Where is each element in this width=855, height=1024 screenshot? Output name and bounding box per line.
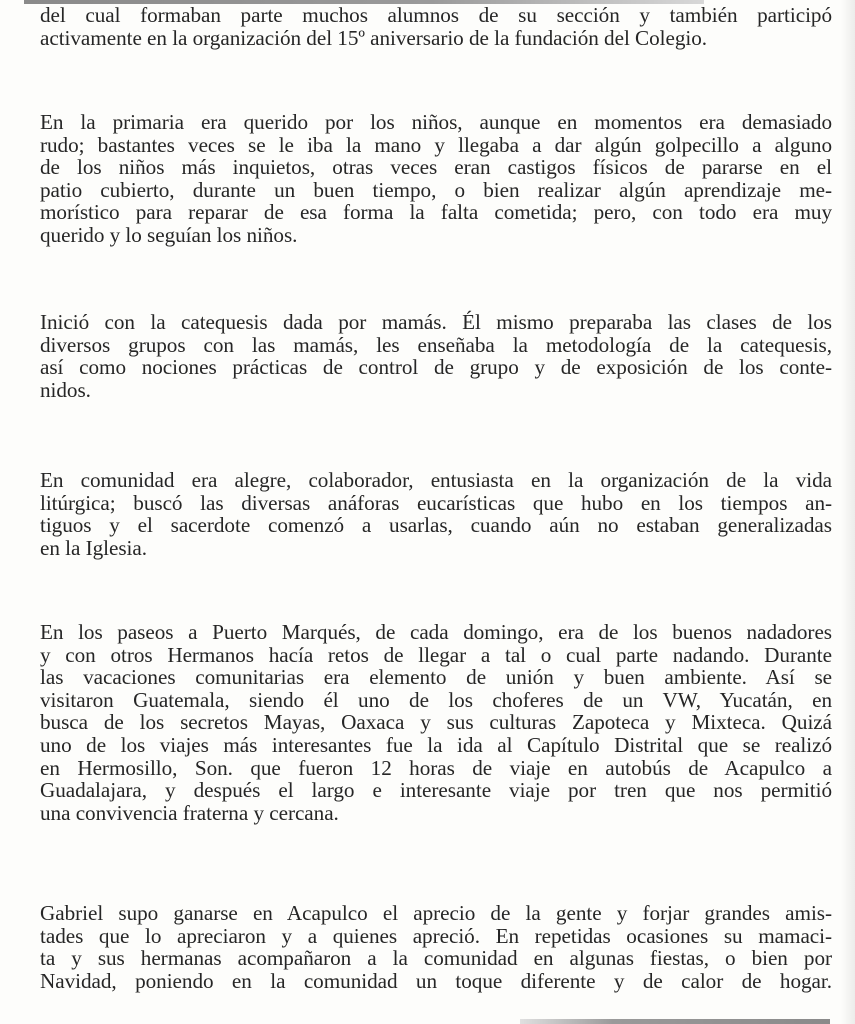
text-line: En los paseos a Puerto Marqués, de cada domingo, era de los buenos nadadores (40, 620, 832, 644)
text-line: así como nociones prácticas de control de grupo y de exposición de los conte- (40, 355, 832, 380)
paragraph-6 (40, 902, 832, 992)
text-line: querido y lo seguían los niños. (40, 222, 298, 247)
paragraph-3 (40, 311, 832, 401)
text-line: rudo; bastantes veces se le iba la mano y llegaba a dar algún golpecillo a alguno (40, 132, 832, 157)
text-line: de los niños más inquietos, otras veces eran castigos físicos de pararse en el (40, 155, 832, 180)
text-line: activamente en la organización del 15º aniversario de la fundación del Colegio. (40, 25, 708, 50)
text-line: ta y sus hermanas acompañaron a la comunidad en algunas fiestas, o bien por (40, 946, 832, 971)
text-line: litúrgica; buscó las diversas anáforas eucarísticas que hubo en los tiempos an- (40, 490, 832, 515)
text-line: y con otros Hermanos hacía retos de llegar a tal o cual parte nadando. Durante (40, 642, 832, 667)
paragraph-1 (40, 4, 832, 49)
text-line: diversos grupos con las mamás, les enseñaba la metodología de la catequesis, (40, 332, 832, 357)
text-line: una convivencia fraterna y cercana. (40, 800, 339, 825)
text-line: en Hermosillo, Son. que fueron 12 horas de viaje en autobús de Acapulco a (40, 755, 832, 780)
text-line: Gabriel supo ganarse en Acapulco el aprecio de la gente y forjar grandes amis- (40, 901, 832, 925)
text-line: En la primaria era querido por los niños, aunque en momentos era demasiado (40, 110, 832, 134)
text-line: tades que lo apreciaron y a quienes apreció. En repetidas ocasiones su mamaci- (40, 923, 832, 948)
text-line: visitaron Guatemala, siendo él uno de los choferes de un VW, Yucatán, en (40, 687, 832, 712)
paragraph-5 (40, 621, 832, 824)
text-line: En comunidad era alegre, colaborador, entusiasta en la organización de la vida (40, 468, 832, 492)
text-line: patio cubierto, durante un buen tiempo, o bien realizar algún aprendizaje me- (40, 177, 832, 202)
text-line: del cual formaban parte muchos alumnos de su sección y también participó (40, 3, 832, 27)
text-line: Inició con la catequesis dada por mamás. Él mismo preparaba las clases de los (40, 310, 832, 334)
page-edge-shadow (841, 0, 855, 1024)
text-line: busca de los secretos Mayas, Oaxaca y sus culturas Zapoteca y Mixteca. Quizá (40, 710, 832, 735)
text-line: uno de los viajes más interesantes fue la ida al Capítulo Distrital que se realizó (40, 732, 832, 757)
text-line: las vacaciones comunitarias era elemento de unión y buen ambiente. Así se (40, 665, 832, 690)
bottom-rule-divider (520, 1019, 830, 1024)
text-line: en la Iglesia. (40, 535, 147, 560)
paragraph-4 (40, 469, 832, 559)
text-line: morístico para reparar de esa forma la falta cometida; pero, con todo era muy (40, 200, 832, 225)
text-line: Guadalajara, y después el largo e interesante viaje por tren que nos permitió (40, 778, 832, 803)
text-line: tiguos y el sacerdote comenzó a usarlas, cuando aún no estaban generalizadas (40, 513, 832, 538)
paragraph-2 (40, 111, 832, 247)
text-line: nidos. (40, 377, 91, 402)
text-line: Navidad, poniendo en la comunidad un toque diferente y de calor de hogar. (40, 968, 832, 993)
